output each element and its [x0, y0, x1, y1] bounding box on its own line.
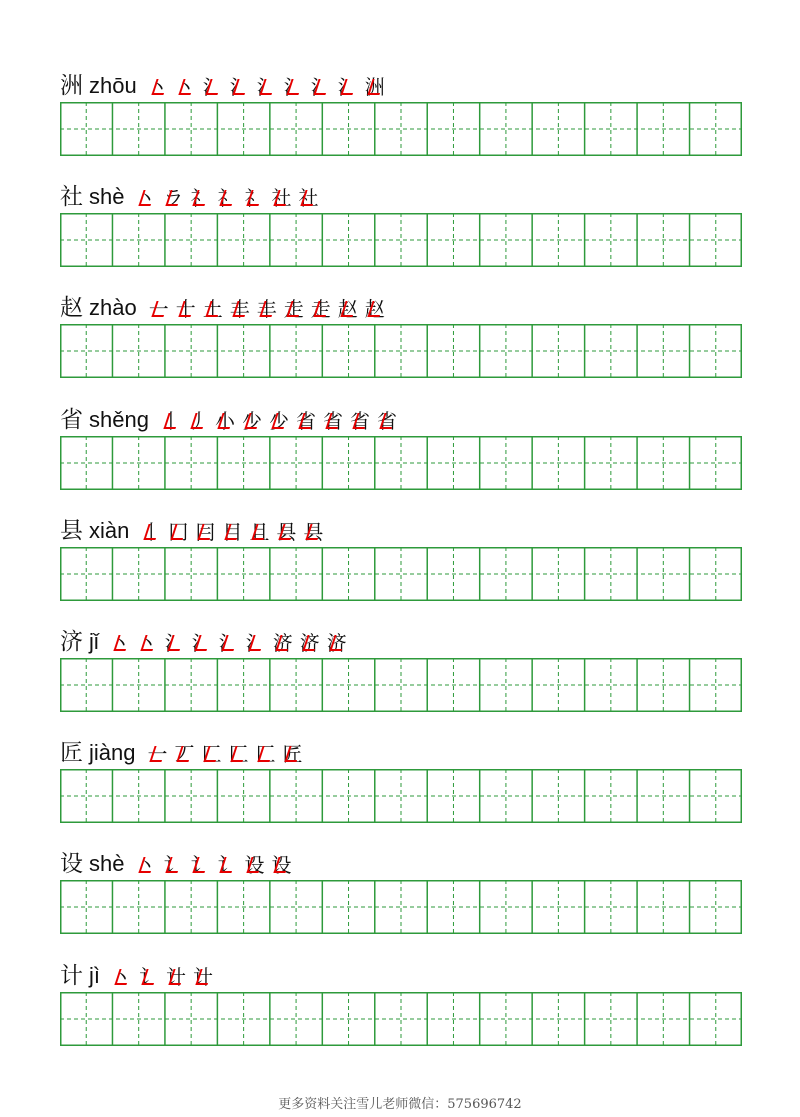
stroke-step: 计 [193, 964, 213, 989]
red-stroke-mark [286, 79, 303, 95]
stroke-step: 氵 [256, 75, 277, 99]
red-stroke-mark [113, 635, 130, 651]
stroke-step: 走 [283, 297, 304, 322]
red-stroke-mark [144, 524, 161, 540]
stroke-step: 氵 [337, 75, 358, 99]
stroke-step: 丨 [160, 408, 181, 433]
red-stroke-mark [193, 190, 210, 206]
red-stroke-mark [178, 301, 195, 317]
stroke-step: 济 [299, 631, 320, 655]
pinyin: shè [89, 184, 125, 210]
writing-grid[interactable] [60, 102, 742, 156]
stroke-step: 县 [276, 519, 297, 544]
character: 赵 [60, 295, 83, 322]
stroke-step: 冂 [168, 519, 189, 544]
pinyin: shè [89, 851, 125, 877]
stroke-step: 走 [310, 297, 331, 322]
red-stroke-mark [367, 301, 384, 317]
red-stroke-mark [204, 746, 221, 762]
red-stroke-mark [275, 635, 292, 651]
stroke-order [147, 296, 387, 322]
red-stroke-mark [244, 413, 261, 429]
red-stroke-mark [177, 746, 194, 762]
stroke-step: 氵 [245, 631, 266, 655]
red-stroke-mark [167, 635, 184, 651]
red-stroke-mark [302, 635, 319, 651]
stroke-step: 丆 [174, 742, 195, 767]
stroke-step: 赵 [364, 297, 385, 322]
red-stroke-mark [195, 969, 212, 985]
row-header [60, 950, 215, 990]
stroke-step: 匚 [228, 742, 249, 767]
red-stroke-mark [285, 746, 302, 762]
stroke-step: 礻 [190, 186, 211, 211]
red-stroke-mark [151, 79, 168, 95]
stroke-step: 讠 [217, 853, 238, 878]
stroke-step: 丶 [112, 964, 132, 989]
footer-note: 更多资料关注雪儿老师微信：575696742 [278, 1097, 522, 1112]
stroke-step: 匚 [255, 742, 276, 767]
red-stroke-mark [301, 190, 318, 206]
red-stroke-mark [166, 857, 183, 873]
red-stroke-mark [247, 190, 264, 206]
red-stroke-mark [232, 79, 249, 95]
stroke-step: 丰 [229, 297, 250, 322]
red-stroke-mark [248, 635, 265, 651]
stroke-step: 计 [166, 964, 186, 989]
writing-grid[interactable] [60, 324, 742, 378]
stroke-step: 礻 [244, 186, 265, 211]
stroke-step: 氵 [218, 631, 239, 655]
red-stroke-mark [298, 413, 315, 429]
stroke-step: 社 [271, 186, 292, 211]
red-stroke-mark [168, 969, 185, 985]
stroke-order [145, 741, 304, 767]
stroke-step: 冃 [195, 519, 216, 544]
stroke-step: 丶 [136, 186, 157, 211]
stroke-step: 一 [147, 742, 168, 767]
pinyin: jiàng [89, 740, 136, 766]
red-stroke-mark [193, 857, 210, 873]
stroke-order [134, 852, 293, 878]
red-stroke-mark [114, 969, 131, 985]
stroke-step: 社 [298, 186, 319, 211]
red-stroke-mark [194, 635, 211, 651]
stroke-step: 县 [303, 519, 324, 544]
red-stroke-mark [329, 635, 346, 651]
red-stroke-mark [139, 190, 156, 206]
red-stroke-mark [232, 301, 249, 317]
red-stroke-mark [151, 301, 168, 317]
stroke-step: 氵 [310, 75, 331, 99]
row-header [60, 616, 349, 656]
red-stroke-mark [140, 635, 157, 651]
character: 县 [60, 517, 83, 544]
writing-grid[interactable] [60, 880, 742, 934]
stroke-order [134, 185, 320, 211]
stroke-step: 一 [148, 297, 169, 322]
stroke-step: 丶 [175, 75, 196, 99]
stroke-step: 省 [349, 408, 370, 433]
character: 社 [60, 184, 83, 211]
stroke-step: 氵 [164, 631, 185, 655]
character: 洲 [60, 73, 83, 99]
character: 计 [60, 962, 83, 989]
red-stroke-mark [171, 524, 188, 540]
stroke-step: 讠 [163, 853, 184, 878]
red-stroke-mark [141, 969, 158, 985]
row-header [60, 727, 304, 767]
character: 匠 [60, 740, 83, 767]
stroke-order [109, 630, 349, 656]
stroke-step: 十 [175, 297, 196, 322]
red-stroke-mark [247, 857, 264, 873]
stroke-step: 设 [244, 853, 265, 878]
pinyin: jǐ [89, 629, 99, 654]
pinyin: xiàn [89, 517, 130, 543]
character: 省 [60, 406, 83, 433]
red-stroke-mark [221, 635, 238, 651]
red-stroke-mark [274, 857, 291, 873]
writing-grid[interactable] [60, 213, 742, 267]
row-header [60, 60, 387, 100]
red-stroke-mark [279, 524, 296, 540]
red-stroke-mark [139, 857, 156, 873]
stroke-step: 丶 [137, 631, 158, 655]
red-stroke-mark [379, 413, 396, 429]
stroke-step: 讠 [139, 964, 159, 989]
writing-grid[interactable] [60, 769, 742, 823]
red-stroke-mark [367, 79, 384, 95]
row-header [60, 394, 399, 434]
stroke-step: 匚 [201, 742, 222, 767]
row-header [60, 282, 387, 322]
stroke-step: 目 [222, 519, 243, 544]
pinyin: jì [89, 962, 100, 988]
red-stroke-mark [259, 79, 276, 95]
character: 设 [60, 851, 83, 878]
red-stroke-mark [217, 413, 234, 429]
red-stroke-mark [352, 413, 369, 429]
stroke-step: 丿 [187, 408, 208, 433]
row-header [60, 171, 320, 211]
stroke-step: 丶 [110, 631, 131, 655]
stroke-order [147, 74, 387, 100]
writing-grid[interactable] [60, 547, 742, 601]
red-stroke-mark [259, 301, 276, 317]
stroke-step: 丶 [136, 853, 157, 878]
red-stroke-mark [166, 190, 183, 206]
red-stroke-mark [271, 413, 288, 429]
pinyin: zhào [89, 295, 137, 321]
red-stroke-mark [220, 857, 237, 873]
stroke-step: 省 [295, 408, 316, 433]
red-stroke-mark [190, 413, 207, 429]
writing-grid[interactable] [60, 992, 742, 1046]
pinyin: zhōu [89, 73, 137, 98]
writing-grid[interactable] [60, 436, 742, 490]
stroke-step: 设 [271, 853, 292, 878]
stroke-step: 土 [202, 297, 223, 322]
stroke-order [159, 408, 399, 434]
stroke-step: 匠 [282, 742, 303, 767]
character: 济 [60, 629, 83, 655]
stroke-step: 少 [268, 408, 289, 433]
row-header [60, 505, 325, 545]
stroke-step: 赵 [337, 297, 358, 322]
red-stroke-mark [306, 524, 323, 540]
stroke-step: 氵 [229, 75, 250, 99]
stroke-step: 礻 [217, 186, 238, 211]
stroke-step: 省 [376, 408, 397, 433]
writing-grid[interactable] [60, 658, 742, 712]
stroke-order [110, 964, 215, 990]
pinyin: shěng [89, 406, 149, 432]
stroke-step: 氵 [202, 75, 223, 99]
stroke-step: 小 [214, 408, 235, 433]
red-stroke-mark [340, 79, 357, 95]
stroke-step: 丶 [148, 75, 169, 99]
red-stroke-mark [198, 524, 215, 540]
stroke-step: 少 [241, 408, 262, 433]
stroke-order [139, 519, 325, 545]
stroke-step: 丨 [141, 519, 162, 544]
red-stroke-mark [220, 190, 237, 206]
red-stroke-mark [313, 301, 330, 317]
stroke-step: 省 [322, 408, 343, 433]
stroke-step: 且 [249, 519, 270, 544]
red-stroke-mark [274, 190, 291, 206]
red-stroke-mark [313, 79, 330, 95]
stroke-step: 讠 [190, 853, 211, 878]
red-stroke-mark [178, 79, 195, 95]
stroke-step: 洲 [364, 75, 385, 99]
red-stroke-mark [231, 746, 248, 762]
red-stroke-mark [205, 301, 222, 317]
stroke-step: 氵 [283, 75, 304, 99]
stroke-step: 济 [272, 631, 293, 655]
red-stroke-mark [325, 413, 342, 429]
red-stroke-mark [225, 524, 242, 540]
stroke-step: 济 [326, 631, 347, 655]
red-stroke-mark [205, 79, 222, 95]
red-stroke-mark [340, 301, 357, 317]
red-stroke-mark [258, 746, 275, 762]
red-stroke-mark [150, 746, 167, 762]
row-header [60, 838, 293, 878]
red-stroke-mark [252, 524, 269, 540]
red-stroke-mark [163, 413, 180, 429]
stroke-step: 氵 [191, 631, 212, 655]
stroke-step: ラ [163, 186, 184, 211]
red-stroke-mark [286, 301, 303, 317]
stroke-step: 丰 [256, 297, 277, 322]
